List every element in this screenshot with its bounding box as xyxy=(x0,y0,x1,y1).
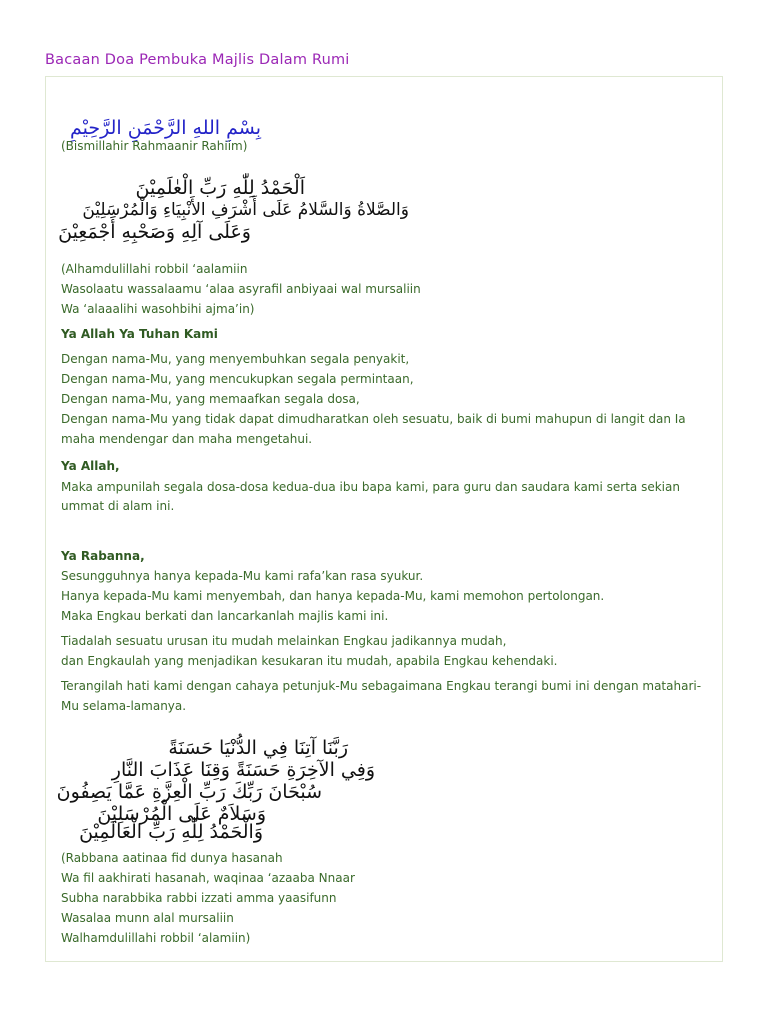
opening-rumi-line-1: (Alhamdulillahi robbil ‘aalamiin xyxy=(61,262,248,276)
opening-arabic-line-1: اَلْحَمْدُ لِلّٰهِ رَبِّ الْعٰلَمِيْنَ xyxy=(135,177,305,199)
opening-arabic-line-2: وَالصَّلاةُ وَالسَّلامُ عَلَى أَشْرَفِ الأَنْبِيَاءِ وَالْمُرْسَلِيْنَ xyxy=(82,200,409,220)
closing-arabic-line-5: وَالْحَمْدُ لِلّٰهِ رَبِّ الْعَالَمِيْنَ xyxy=(79,821,263,843)
closing-arabic-line-3: سُبْحَانَ رَبِّكَ رَبِّ الْعِزَّةِ عَمَّا يَصِفُونَ xyxy=(56,781,322,803)
closing-arabic-line-1: رَبَّنَا آتِنَا فِي الدُّنْيَا حَسَنَةً xyxy=(168,737,348,759)
section1-line-5: maha mendengar dan maha mengetahui. xyxy=(61,432,313,446)
closing-arabic-line-4: وَسَلاَمٌ عَلَى الْمُرْسَلِيْنَ xyxy=(97,803,266,825)
section2-line-2: ummat di alam ini. xyxy=(61,499,175,513)
section2-line-1: Maka ampunilah segala dosa-dosa kedua-dua ibu bapa kami, para guru dan saudara kami serta sekian xyxy=(61,480,680,494)
closing-rumi-line-1: (Rabbana aatinaa fid dunya hasanah xyxy=(61,851,283,865)
opening-arabic-line-3: وَعَلَى آلِهِ وَصَحْبِهِ أَجْمَعِيْنَ xyxy=(58,221,251,243)
closing-rumi-line-5: Walhamdulillahi robbil ‘alamiin) xyxy=(61,931,251,945)
closing-rumi-line-4: Wasalaa munn alal mursaliin xyxy=(61,911,234,925)
basmalah-arabic: بِسْمِ اللهِ الرَّحْمَنِ الرَّحِيْمِ xyxy=(70,117,261,139)
section3-line-3: Maka Engkau berkati dan lancarkanlah majlis kami ini. xyxy=(61,609,389,623)
section3-para2-line-1: Tiadalah sesuatu urusan itu mudah melainkan Engkau jadikannya mudah, xyxy=(61,634,507,648)
closing-rumi-line-3: Subha narabbika rabbi izzati amma yaasifunn xyxy=(61,891,337,905)
section3-para3-line-2: Mu selama-lamanya. xyxy=(61,699,187,713)
section1-line-4: Dengan nama-Mu yang tidak dapat dimudharatkan oleh sesuatu, baik di bumi mahupun di langit dan Ia xyxy=(61,412,686,426)
section1-line-3: Dengan nama-Mu, yang memaafkan segala dosa, xyxy=(61,392,360,406)
opening-rumi-line-2: Wasolaatu wassalaamu ‘alaa asyrafil anbiyaai wal mursaliin xyxy=(61,282,421,296)
opening-rumi-line-3: Wa ‘alaaalihi wasohbihi ajma’in) xyxy=(61,302,255,316)
section3-para3-line-1: Terangilah hati kami dengan cahaya petunjuk-Mu sebagaimana Engkau terangi bumi ini dengan matahari- xyxy=(61,679,702,693)
section1-line-1: Dengan nama-Mu, yang menyembuhkan segala penyakit, xyxy=(61,352,410,366)
closing-rumi-line-2: Wa fil aakhirati hasanah, waqinaa ‘azaaba Nnaar xyxy=(61,871,355,885)
section3-para2-line-2: dan Engkaulah yang menjadikan kesukaran itu mudah, apabila Engkau kehendaki. xyxy=(61,654,558,668)
page-title: Bacaan Doa Pembuka Majlis Dalam Rumi xyxy=(45,52,350,68)
closing-arabic-line-2: وَفِي الآخِرَةِ حَسَنَةً وَقِنَا عَذَابَ النَّارِ xyxy=(111,759,375,781)
section3-line-1: Sesungguhnya hanya kepada-Mu kami rafa’kan rasa syukur. xyxy=(61,569,424,583)
basmalah-rumi: (Bismillahir Rahmaanir Rahiim) xyxy=(61,139,248,153)
section3-line-2: Hanya kepada-Mu kami menyembah, dan hanya kepada-Mu, kami memohon pertolongan. xyxy=(61,589,605,603)
section1-line-2: Dengan nama-Mu, yang mencukupkan segala permintaan, xyxy=(61,372,414,386)
section3-heading: Ya Rabanna, xyxy=(61,549,145,563)
section1-heading: Ya Allah Ya Tuhan Kami xyxy=(61,327,218,341)
section2-heading: Ya Allah, xyxy=(61,459,120,473)
